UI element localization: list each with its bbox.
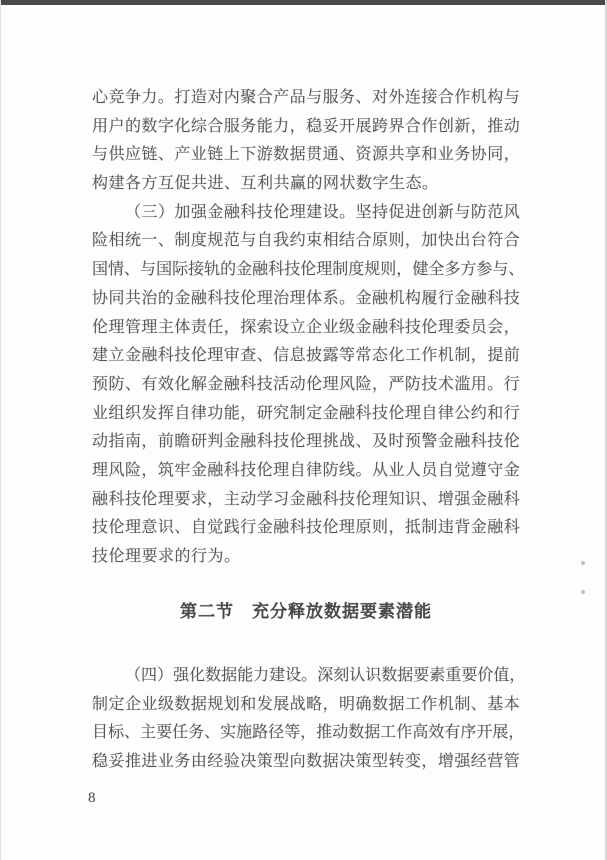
text-line: 用 户 的 数 字 化 综 合 服 务 能 力 ， 稳 妥 开 展 跨 界 合 作 创 新 ， 推 动 <box>92 117 520 135</box>
text-line: 国 情 、 与 国 际 接 轨 的 金 融 科 技 伦 理 制 度 规 则 ， 健 全 多 方 参 与 、 <box>92 261 525 279</box>
text-line: 制 定 企 业 级 数 据 规 划 和 发 展 战 略 ， 明 确 数 据 工 作 机 制 、 基 本 <box>92 695 520 713</box>
text-line: 业 组 织 发 挥 自 律 功 能 ， 研 究 制 定 金 融 科 技 伦 理 自 律 公 约 和 行 <box>92 404 520 422</box>
section-heading: 第二节 充分释放数据要素潜能 <box>180 602 432 621</box>
scan-top-edge <box>0 0 607 5</box>
text-line: 协 同 共 治 的 金 融 科 技 伦 理 治 理 体 系 。 金 融 机 构 履 行 金 融 科 技 <box>92 289 520 307</box>
text-line: 伦 理 管 理 主 体 责 任 ， 探 索 设 立 企 业 级 金 融 科 技 伦 理 委 员 会 ， <box>92 318 520 336</box>
text-line: 与 供 应 链 、 产 业 链 上 下 游 数 据 贯 通 、 资 源 共 享 和 业 务 协 同 ， <box>92 146 520 164</box>
text-line: 技伦理要求的行为。 <box>92 548 241 565</box>
text-line: 预 防 、 有 效 化 解 金 融 科 技 活 动 伦 理 风 险 ， 严 防 技 术 滥 用 。 行 <box>92 375 520 393</box>
para4-text-block <box>92 662 526 777</box>
text-line: 理 风 险 ， 筑 牢 金 融 科 技 伦 理 自 律 防 线 。 从 业 人 员 自 觉 遵 守 金 <box>92 461 520 479</box>
scan-left-edge <box>0 0 1 860</box>
body-text-block <box>92 84 525 572</box>
text-line: 目 标 、 主 要 任 务 、 实 施 路 径 等 ， 推 动 数 据 工 作 高 效 有 序 开 展 ， <box>92 724 525 742</box>
scan-speck <box>581 590 585 594</box>
text-line: （ 四 ） 强 化 数 据 能 力 建 设 。 深 刻 认 识 数 据 要 素 重 要 价 值 ， <box>125 667 526 684</box>
text-line: 建 立 金 融 科 技 伦 理 审 查 、 信 息 披 露 等 常 态 化 工 作 机 制 ， 提 前 <box>92 347 520 365</box>
text-line: 技 伦 理 意 识 、 自 觉 践 行 金 融 科 技 伦 理 原 则 ， 抵 制 违 背 金 融 科 <box>92 519 520 537</box>
text-line: （ 三 ） 加 强 金 融 科 技 伦 理 建 设 。 坚 持 促 进 创 新 与 防 范 风 <box>125 203 520 221</box>
text-line: 心 竞 争 力 。 打 造 对 内 聚 合 产 品 与 服 务 、 对 外 连 接 合 作 机 构 与 <box>92 89 520 106</box>
page-number: 8 <box>88 790 96 806</box>
text-line: 融 科 技 伦 理 要 求 ， 主 动 学 习 金 融 科 技 伦 理 知 识 、 增 强 金 融 科 <box>92 490 520 508</box>
text-line: 稳 妥 推 进 业 务 由 经 验 决 策 型 向 数 据 决 策 型 转 变 ， 增 强 经 营 管 <box>92 753 520 771</box>
text-line: 动 指 南 ， 前 瞻 研 判 金 融 科 技 伦 理 挑 战 、 及 时 预 警 金 融 科 技 伦 <box>92 433 520 451</box>
text-line: 构建各方互促共进、互利共赢的网状数字生态。 <box>92 175 439 193</box>
scan-speck <box>581 561 585 565</box>
text-line: 险 相 统 一 、 制 度 规 范 与 自 我 约 束 相 结 合 原 则 ， 加 快 出 台 符 合 <box>92 232 520 250</box>
